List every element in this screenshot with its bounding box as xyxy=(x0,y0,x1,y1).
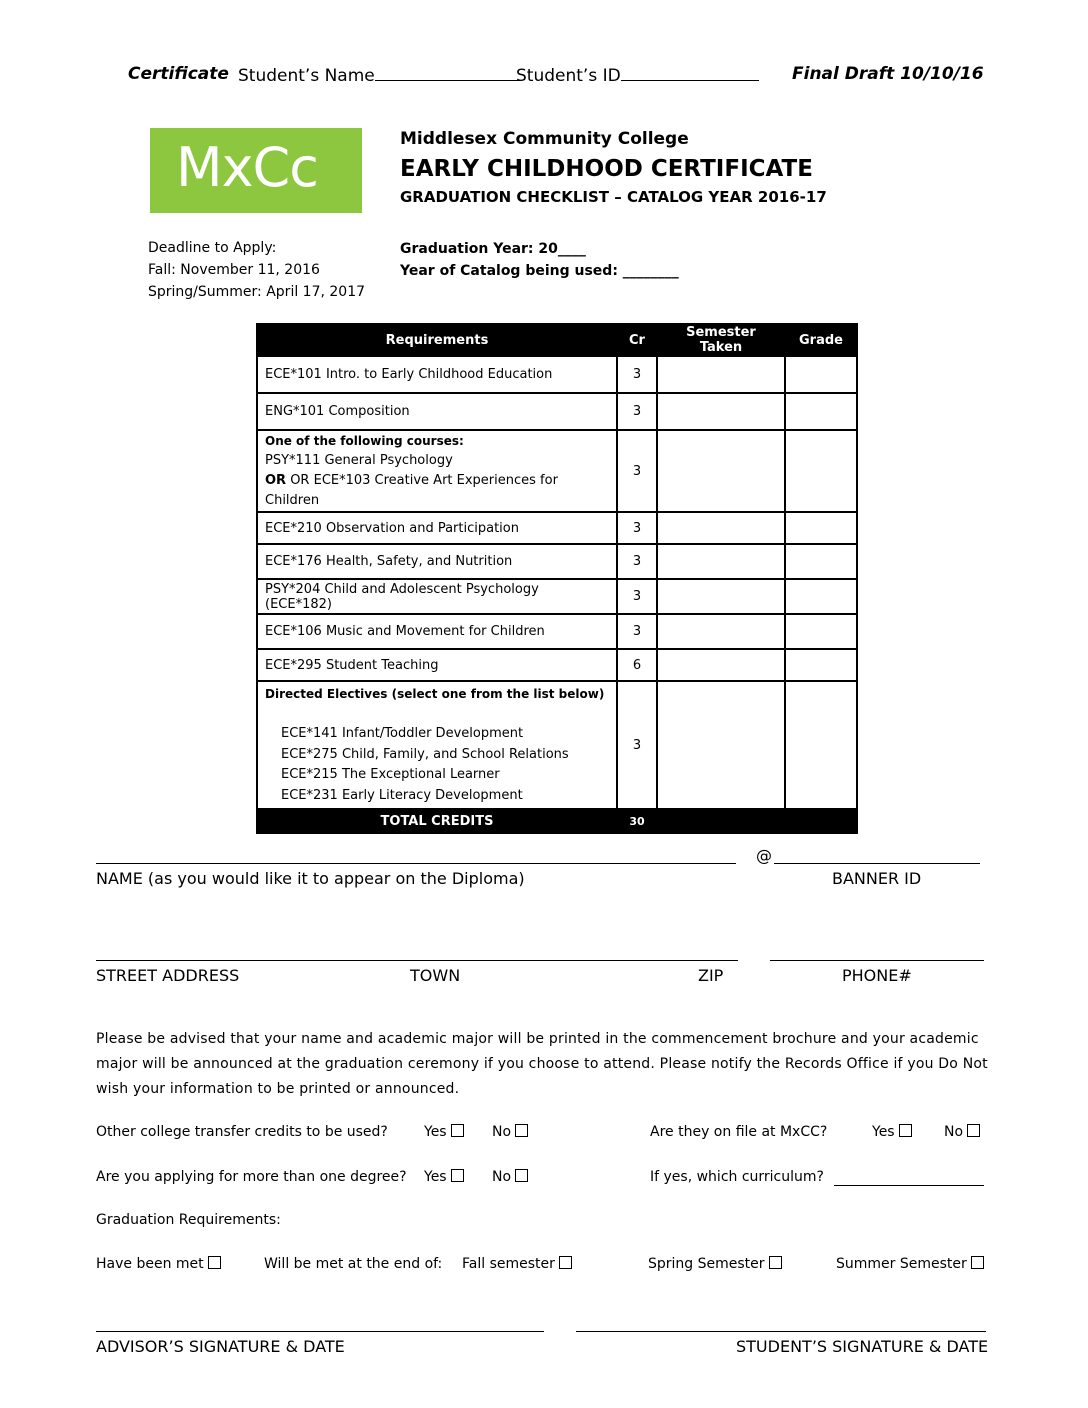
table-row xyxy=(257,614,857,649)
graduation-requirements-label: Graduation Requirements: xyxy=(96,1212,281,1228)
header-cr: Cr xyxy=(617,324,657,356)
student-name-field[interactable] xyxy=(238,64,521,86)
semester-cell[interactable] xyxy=(657,393,785,430)
deadline-spring: Spring/Summer: April 17, 2017 xyxy=(148,284,366,300)
will-be-met-label: Will be met at the end of: xyxy=(264,1256,443,1272)
catalog-year-field[interactable]: Year of Catalog being used: ________ xyxy=(400,263,679,279)
summer-semester-checkbox[interactable]: Summer Semester xyxy=(836,1256,984,1272)
checkbox-icon xyxy=(899,1124,912,1137)
checkbox-icon xyxy=(559,1256,572,1269)
transfer-no-checkbox[interactable]: No xyxy=(492,1124,528,1140)
grade-cell[interactable] xyxy=(785,614,857,649)
requirement-heading: Directed Electives (select one from the list below) xyxy=(265,686,605,701)
grade-cell[interactable] xyxy=(785,544,857,579)
phone-input-line[interactable] xyxy=(770,960,984,961)
header-grade: Grade xyxy=(785,324,857,356)
requirement-cell: ENG*101 Composition xyxy=(257,393,617,430)
more-degree-question: Are you applying for more than one degree? xyxy=(96,1169,407,1185)
grade-cell[interactable] xyxy=(785,681,857,809)
grade-cell[interactable] xyxy=(785,393,857,430)
requirement-cell: ECE*295 Student Teaching xyxy=(257,649,617,681)
checkbox-icon xyxy=(451,1169,464,1182)
table-row xyxy=(257,356,857,393)
grade-cell[interactable] xyxy=(785,512,857,544)
header-requirements: Requirements xyxy=(257,324,617,356)
table-row xyxy=(257,579,857,614)
table-row xyxy=(257,681,857,809)
credit-cell: 6 xyxy=(617,649,657,681)
elective-item: ECE*231 Early Literacy Development xyxy=(281,787,523,803)
which-curriculum-question: If yes, which curriculum? xyxy=(650,1169,824,1185)
student-name-label: Student’s Name xyxy=(238,66,375,86)
elective-item: ECE*215 The Exceptional Learner xyxy=(281,767,500,783)
zip-label: ZIP xyxy=(698,966,724,985)
name-label: NAME (as you would like it to appear on the Diploma) xyxy=(96,869,525,888)
credit-cell: 3 xyxy=(617,614,657,649)
mxcc-logo xyxy=(150,128,362,213)
requirement-cell: ECE*101 Intro. to Early Childhood Education xyxy=(257,356,617,393)
requirement-heading: One of the following courses: xyxy=(265,434,464,448)
requirements-table xyxy=(256,323,858,834)
logo-text: MxCc xyxy=(176,136,318,199)
more-degree-no-checkbox[interactable]: No xyxy=(492,1169,528,1185)
semester-cell[interactable] xyxy=(657,579,785,614)
grade-cell[interactable] xyxy=(785,430,857,512)
checkbox-icon xyxy=(515,1124,528,1137)
on-file-yes-checkbox[interactable]: Yes xyxy=(872,1124,912,1140)
page-title: EARLY CHILDHOOD CERTIFICATE xyxy=(400,156,813,182)
credit-cell: 3 xyxy=(617,681,657,809)
deadline-fall: Fall: November 11, 2016 xyxy=(148,262,320,278)
requirement-cell: ECE*106 Music and Movement for Children xyxy=(257,614,617,649)
student-signature-line[interactable] xyxy=(576,1331,986,1332)
student-id-field[interactable] xyxy=(516,64,759,86)
college-name: Middlesex Community College xyxy=(400,129,689,149)
semester-cell[interactable] xyxy=(657,614,785,649)
table-row xyxy=(257,430,857,512)
curriculum-input-line[interactable] xyxy=(834,1185,984,1186)
grade-cell[interactable] xyxy=(785,649,857,681)
semester-cell[interactable] xyxy=(657,356,785,393)
requirement-cell: ECE*210 Observation and Participation xyxy=(257,512,617,544)
checkbox-icon xyxy=(769,1256,782,1269)
town-label: TOWN xyxy=(410,966,461,985)
elective-item: ECE*275 Child, Family, and School Relations xyxy=(281,746,569,762)
semester-cell[interactable] xyxy=(657,544,785,579)
total-row xyxy=(257,809,857,833)
checkbox-icon xyxy=(971,1256,984,1269)
transfer-question: Other college transfer credits to be used? xyxy=(96,1124,388,1140)
grade-cell[interactable] xyxy=(785,579,857,614)
requirement-cell: ECE*176 Health, Safety, and Nutrition xyxy=(257,544,617,579)
checkbox-icon xyxy=(451,1124,464,1137)
name-input-line[interactable] xyxy=(96,863,736,864)
elective-item: ECE*141 Infant/Toddler Development xyxy=(281,726,524,742)
graduation-year-field[interactable]: Graduation Year: 20____ xyxy=(400,241,586,257)
on-file-question: Are they on file at MxCC? xyxy=(650,1124,828,1140)
requirement-cell xyxy=(257,681,617,809)
draft-label: Final Draft 10/10/16 xyxy=(792,64,984,84)
table-row xyxy=(257,649,857,681)
transfer-yes-checkbox[interactable]: Yes xyxy=(424,1124,464,1140)
notice-paragraph: Please be advised that your name and academic major will be printed in the commencement brochure and your academic major will be announced at the graduation ceremony if you choose to attend. Please notify the Records Office if you Do Not wish your information to be printed or announced. xyxy=(96,1031,988,1097)
student-id-label: Student’s ID xyxy=(516,66,621,86)
on-file-no-checkbox[interactable]: No xyxy=(944,1124,980,1140)
grade-cell[interactable] xyxy=(785,356,857,393)
credit-cell: 3 xyxy=(617,579,657,614)
semester-cell[interactable] xyxy=(657,649,785,681)
table-header-row xyxy=(257,324,857,356)
advisor-signature-label: ADVISOR’S SIGNATURE & DATE xyxy=(96,1337,345,1356)
credit-cell: 3 xyxy=(617,544,657,579)
street-address-label: STREET ADDRESS xyxy=(96,966,240,985)
credit-cell: 3 xyxy=(617,430,657,512)
semester-cell[interactable] xyxy=(657,430,785,512)
banner-id-label: BANNER ID xyxy=(832,869,922,888)
credit-cell: 3 xyxy=(617,356,657,393)
table-row xyxy=(257,512,857,544)
have-been-met-checkbox[interactable]: Have been met xyxy=(96,1256,221,1272)
student-signature-label: STUDENT’S SIGNATURE & DATE xyxy=(736,1337,989,1356)
requirement-option: OR OR ECE*103 Creative Art Experiences for Children xyxy=(265,473,558,508)
fall-semester-checkbox[interactable]: Fall semester xyxy=(462,1256,572,1272)
page-subtitle: GRADUATION CHECKLIST – CATALOG YEAR 2016-17 xyxy=(400,188,827,206)
requirement-option: PSY*111 General Psychology xyxy=(265,453,453,468)
total-credits: 30 xyxy=(617,809,657,833)
semester-cell[interactable] xyxy=(657,681,785,809)
checkbox-icon xyxy=(967,1124,980,1137)
requirement-cell: PSY*204 Child and Adolescent Psychology (ECE*182) xyxy=(257,579,617,614)
total-label: TOTAL CREDITS xyxy=(257,809,617,833)
deadline-label: Deadline to Apply: xyxy=(148,240,277,256)
table-row xyxy=(257,544,857,579)
address-input-line[interactable] xyxy=(96,960,738,961)
header-semester: Semester Taken xyxy=(657,324,785,356)
checkbox-icon xyxy=(208,1256,221,1269)
credit-cell: 3 xyxy=(617,393,657,430)
checkbox-icon xyxy=(515,1169,528,1182)
certificate-label: Certificate xyxy=(128,64,229,84)
requirement-cell xyxy=(257,430,617,512)
advisor-signature-line[interactable] xyxy=(96,1331,544,1332)
spring-semester-checkbox[interactable]: Spring Semester xyxy=(648,1256,782,1272)
banner-id-input-line[interactable] xyxy=(774,863,980,864)
semester-cell[interactable] xyxy=(657,512,785,544)
more-degree-yes-checkbox[interactable]: Yes xyxy=(424,1169,464,1185)
phone-label: PHONE# xyxy=(842,966,912,985)
at-symbol: @ xyxy=(756,846,772,865)
table-row xyxy=(257,393,857,430)
credit-cell: 3 xyxy=(617,512,657,544)
